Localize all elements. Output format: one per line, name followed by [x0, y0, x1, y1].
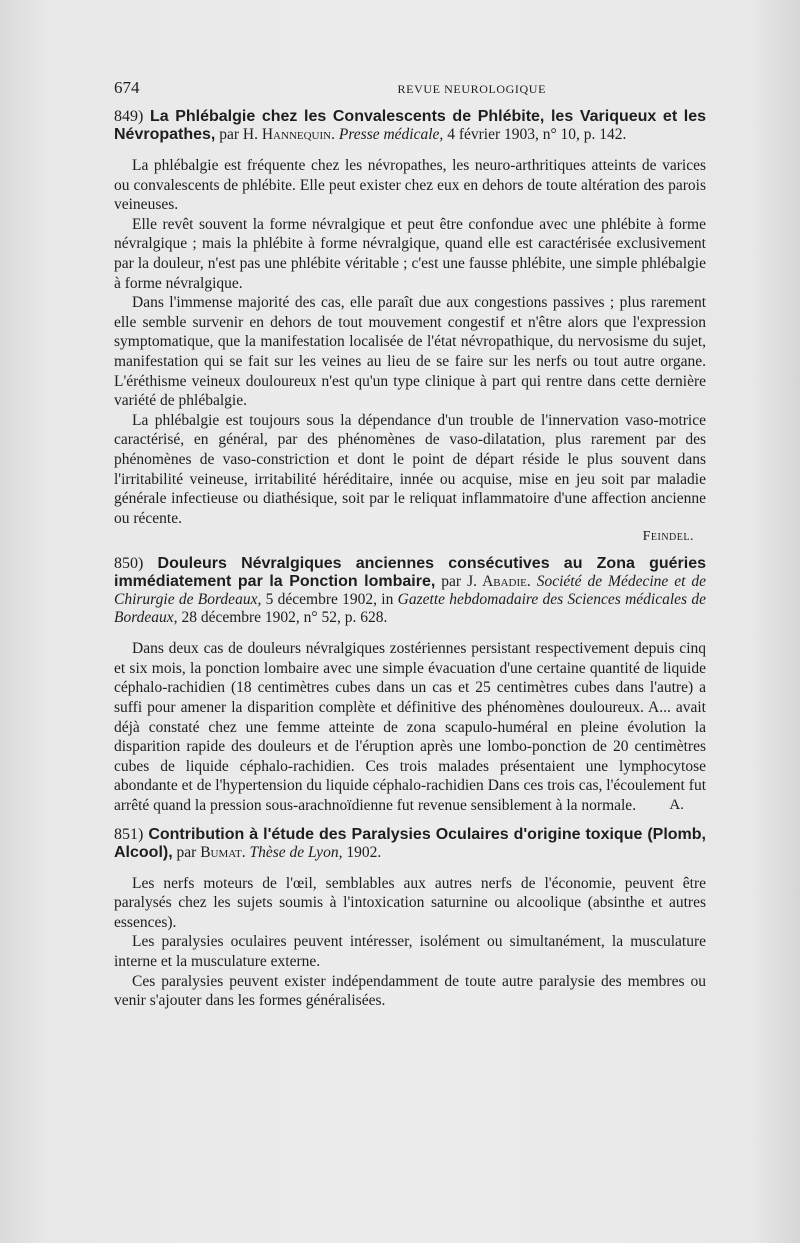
- article-851: [114, 826, 706, 1011]
- article-850: [114, 555, 706, 813]
- article-number: 850): [114, 555, 144, 573]
- byline-prefix: par: [176, 843, 197, 861]
- author-signature: Feindel.: [642, 529, 694, 545]
- page-number: 674: [114, 78, 140, 97]
- running-title: REVUE NEUROLOGIQUE: [397, 82, 546, 96]
- article-details: 4 février 1903, n° 10, p. 142.: [447, 126, 627, 143]
- byline-prefix: par: [219, 126, 240, 143]
- article-number: 849): [114, 108, 144, 125]
- article-title: Douleurs Névralgiques anciennes consécutives au Zona guéries immédiatement par la Ponction lombaire,: [114, 555, 706, 591]
- article-heading: [114, 108, 706, 144]
- author-signature: A.: [669, 796, 684, 813]
- article-heading: [114, 555, 706, 627]
- article-source-2: Gazette hebdomadaire des Sciences médicales de Bordeaux,: [114, 591, 706, 627]
- paragraph: Dans l'immense majorité des cas, elle paraît due aux congestions passives ; plus rarement elle semble survenir en dehors de tout mouvement congestif et n'être alors que l'expression symptomatique, que la manifestation localisée de l'état névropathique, du nervosisme du sujet, manifestation qui se fait sur les veines au lieu de se faire sur les nerfs ou tout autre organe. L'éréthisme veineux douloureux n'est qu'un type clinique à part qui rentre dans cette dernière variété de phlébalgie.: [114, 294, 706, 410]
- article-details-2: 28 décembre 1902, n° 52, p. 628.: [181, 609, 388, 627]
- article-source: Presse médicale,: [338, 126, 444, 143]
- article-author: Bumat.: [200, 843, 246, 861]
- article-title: Contribution à l'étude des Paralysies Oculaires d'origine toxique (Plomb, Alcool),: [114, 825, 707, 861]
- article-source: Société de Médecine et de Chirurgie de Bordeaux,: [114, 573, 707, 609]
- article-details: 1902.: [346, 843, 382, 861]
- article-details: 5 décembre 1902, in: [265, 591, 394, 609]
- article-author: J. Abadie.: [467, 573, 531, 591]
- text-column: [114, 78, 706, 1011]
- article-author: H. Hannequin.: [242, 126, 335, 143]
- paragraph: La phlébalgie est toujours sous la dépendance d'un trouble de l'innervation vaso-motrice caractérisé, en général, par des phénomènes de vaso-dilatation, plus rarement par des phénomènes de vaso-constriction et dont le point de départ réside le plus souvent dans l'irritabilité veineuse, irritabilité héréditaire, innée ou acquise, mise en jeu soit par maladie générale infectieuse ou diathésique, soit par le reliquat inflammatoire d'une affection ancienne ou récente.: [114, 411, 706, 527]
- article-number: 851): [114, 825, 144, 843]
- paragraph: Les nerfs moteurs de l'œil, semblables aux autres nerfs de l'économie, peuvent être paralysés chez les sujets soumis à l'intoxication saturnine ou alcoolique (absinthe et autres essences).: [114, 874, 706, 931]
- byline-prefix: par: [441, 573, 462, 591]
- article-heading: [114, 826, 706, 862]
- paragraph: Les paralysies oculaires peuvent intéresser, isolément ou simultanément, la musculature interne et la musculature externe.: [114, 933, 706, 970]
- paragraph: Elle revêt souvent la forme névralgique et peut être confondue avec une phlébite à forme névralgique ; mais la phlébite à forme névralgique, quand elle est caractérisée exclusivement par la douleur, n'est pas une phlébite véritable ; c'est une fausse phlébite, une simple phlébalgie à forme névralgique.: [114, 215, 706, 292]
- paragraph: Ces paralysies peuvent exister indépendamment de toute autre paralysie des membres ou venir s'ajouter dans les formes généralisées.: [114, 972, 706, 1010]
- paragraph: La phlébalgie est fréquente chez les névropathes, les neuro-arthritiques atteints de varices ou convalescents de phlébite. Elle peut exister chez eux en dehors de toute altération des parois veineuses.: [114, 157, 706, 214]
- article-849: [114, 108, 706, 545]
- article-source: Thèse de Lyon,: [249, 843, 343, 861]
- paragraph: Dans deux cas de douleurs névralgiques zostériennes persistant respectivement depuis cinq et six mois, la ponction lombaire avec une simple évacuation d'une certaine quantité de liquide céphalo-rachidien (18 centimètres cubes dans un cas et 25 centimètres cubes dans l'autre) a suffi pour amener la disparition complète et définitive des phénomènes douloureux. A... avait déjà constaté chez une femme atteinte de zona scapulo-huméral en pleine évolution la disparition rapide des douleurs et de l'éruption après une lombo-ponction de 20 centimètres cubes de liquide céphalo-rachidien. Ces trois malades présentaient une lymphocytose abondante et de l'hypertension du liquide céphalo-rachidien Dans ces trois cas, l'écoulement fut arrêté quand la pression sous-arachnoïdienne fut revenue sensiblement à la normale.: [114, 640, 706, 815]
- page-header: [114, 78, 706, 102]
- article-title: La Phlébalgie chez les Convalescents de Phlébite, les Variqueux et les Névropathes,: [114, 108, 706, 143]
